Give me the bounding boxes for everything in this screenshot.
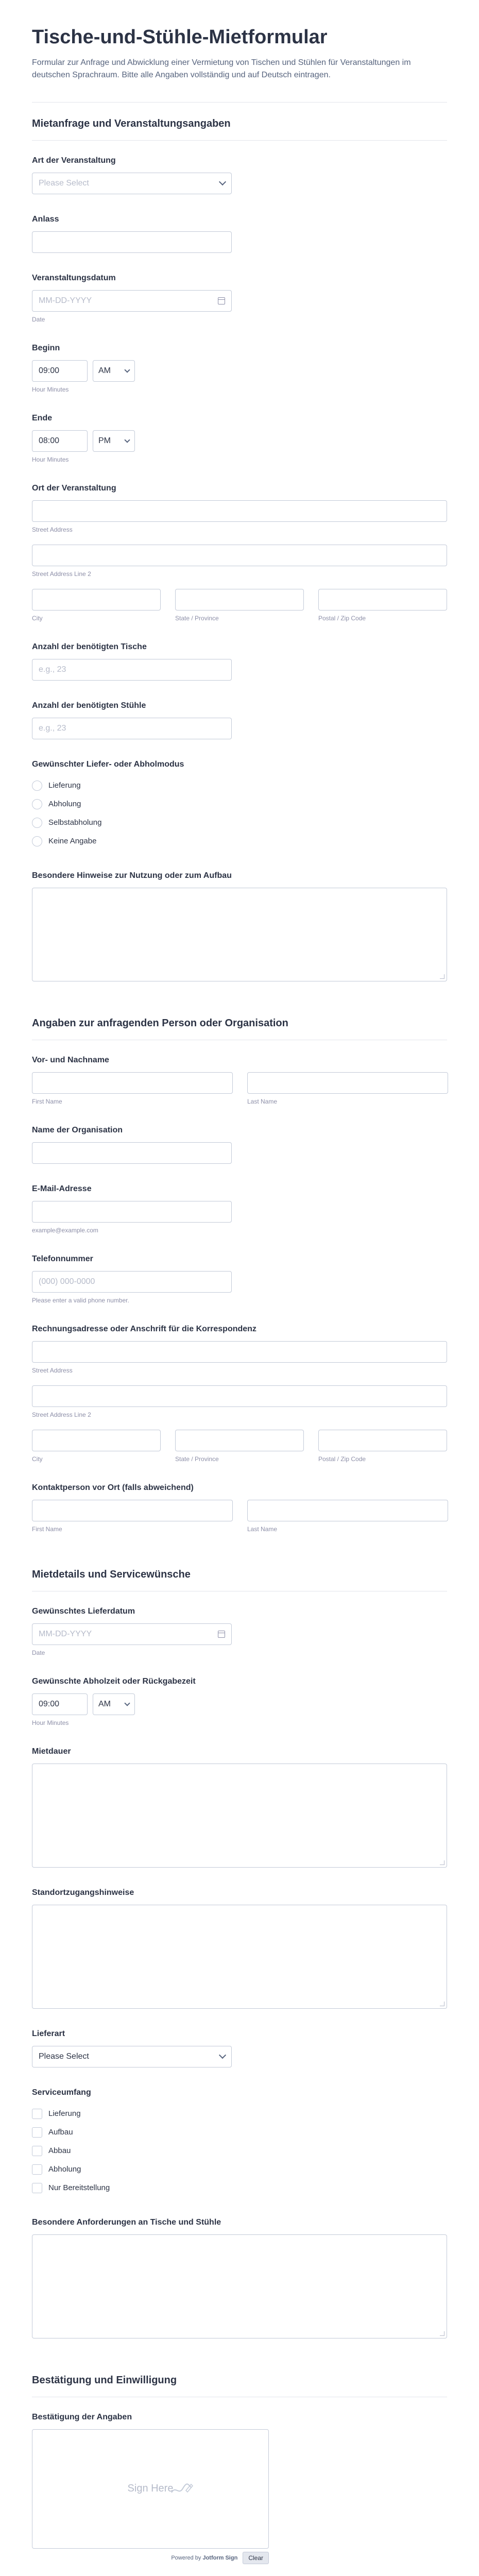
chevron-down-icon: [124, 437, 130, 443]
field-label: Lieferart: [32, 2029, 65, 2038]
field-label: Gewünschte Abholzeit oder Rückgabezeit: [32, 1676, 196, 1686]
select-value: Please Select: [39, 2052, 89, 2061]
sublabel: Please enter a valid phone number.: [32, 1296, 129, 1304]
option-label: Abholung: [48, 800, 81, 809]
field-label: Name der Organisation: [32, 1125, 123, 1134]
field-label: Beginn: [32, 343, 60, 352]
option-label: Aufbau: [48, 2128, 73, 2137]
checkbox-option[interactable]: [32, 2160, 447, 2179]
sublabel: Postal / Zip Code: [318, 1455, 366, 1463]
delivery-type-select[interactable]: [32, 2046, 232, 2067]
section-event: [32, 103, 447, 981]
rental-duration-textarea[interactable]: [32, 1764, 447, 1868]
field-start-time: [32, 344, 447, 393]
pen-icon: [170, 2480, 193, 2496]
field-label: Standortzugangshinweise: [32, 1888, 134, 1897]
sublabel: First Name: [32, 1525, 62, 1533]
billing-state-input[interactable]: [175, 1430, 304, 1451]
special-requirements-textarea[interactable]: [32, 2234, 447, 2338]
end-ampm-select[interactable]: [93, 430, 135, 452]
signature-footer: [32, 2552, 269, 2564]
input-placeholder: e.g., 23: [39, 723, 66, 733]
billing-zip-input[interactable]: [318, 1430, 447, 1451]
field-delivery-type: [32, 2029, 447, 2067]
field-organization: [32, 1126, 447, 1164]
option-label: Lieferung: [48, 2109, 81, 2119]
option-label: Keine Angabe: [48, 837, 97, 846]
checkbox[interactable]: [32, 2183, 42, 2193]
sublabel: Hour Minutes: [32, 385, 69, 393]
sublabel: Date: [32, 1649, 45, 1656]
field-special-requirements: [32, 2218, 447, 2338]
location-street-input[interactable]: [32, 500, 447, 522]
field-label: Anzahl der benötigten Stühle: [32, 701, 146, 710]
sublabel: example@example.com: [32, 1226, 98, 1234]
pickup-time-input[interactable]: 09:00: [32, 1693, 88, 1715]
radio-button[interactable]: [32, 818, 42, 828]
checkbox[interactable]: [32, 2164, 42, 2175]
option-label: Nur Bereitstellung: [48, 2183, 110, 2193]
field-label: Gewünschter Liefer- oder Abholmodus: [32, 759, 184, 769]
section-title: Mietdetails und Servicewünsche: [32, 1569, 447, 1591]
section-title: Bestätigung und Einwilligung: [32, 2375, 447, 2397]
clear-signature-button[interactable]: Clear: [243, 2552, 269, 2564]
field-pickup-time: [32, 1677, 447, 1726]
chevron-down-icon: [124, 367, 130, 372]
sublabel: Last Name: [247, 1097, 278, 1105]
chairs-input[interactable]: [32, 718, 232, 739]
input-placeholder: (000) 000-0000: [39, 1277, 95, 1286]
section-confirm: [32, 2359, 447, 2576]
field-occasion: [32, 215, 447, 253]
sign-here-text: Sign Here: [127, 2483, 174, 2495]
field-label: Gewünschtes Lieferdatum: [32, 1606, 135, 1616]
section-service: [32, 1553, 447, 2338]
radio-option[interactable]: [32, 795, 447, 814]
sublabel: Hour Minutes: [32, 455, 69, 463]
sublabel: Street Address: [32, 1366, 73, 1374]
sublabel: Postal / Zip Code: [318, 614, 366, 622]
field-label: Art der Veranstaltung: [32, 156, 116, 165]
last-name-input[interactable]: [247, 1072, 448, 1094]
form-description: Formular zur Anfrage und Abwicklung einer Vermietung von Tischen und Stühlen für Veranstaltungen im deutschen Sprachraum. Bitte alle Angaben vollständig und auf Deutsch eintragen.: [32, 58, 411, 79]
field-label: Anlass: [32, 214, 59, 224]
sublabel: Last Name: [247, 1525, 278, 1533]
start-time-input[interactable]: 09:00: [32, 360, 88, 382]
tables-input[interactable]: [32, 659, 232, 681]
contact-last-name-input[interactable]: [247, 1500, 448, 1521]
phone-input[interactable]: [32, 1271, 232, 1293]
field-rental-duration: [32, 1747, 447, 1868]
billing-street2-input[interactable]: [32, 1385, 447, 1407]
chevron-down-icon: [124, 1700, 130, 1706]
usage-notes-textarea[interactable]: [32, 888, 447, 981]
sublabel: State / Province: [175, 1455, 219, 1463]
field-event-type: [32, 156, 447, 194]
date-placeholder: MM-DD-YYYY: [39, 1629, 92, 1638]
checkbox-option[interactable]: [32, 2142, 447, 2160]
location-zip-input[interactable]: [318, 589, 447, 611]
radio-option[interactable]: [32, 832, 447, 851]
organization-input[interactable]: [32, 1142, 232, 1164]
field-event-date: [32, 274, 447, 323]
field-full-name: [32, 1056, 447, 1105]
first-name-input[interactable]: [32, 1072, 233, 1094]
field-phone: [32, 1255, 447, 1304]
field-label: Rechnungsadresse oder Anschrift für die Korrespondenz: [32, 1324, 256, 1333]
sublabel: Hour Minutes: [32, 1719, 69, 1726]
field-label: Anzahl der benötigten Tische: [32, 642, 147, 651]
ampm-value: AM: [98, 1699, 111, 1708]
location-city-input[interactable]: [32, 589, 161, 611]
field-usage-notes: [32, 871, 447, 981]
section-title: Mietanfrage und Veranstaltungsangaben: [32, 118, 447, 141]
checkbox[interactable]: [32, 2109, 42, 2119]
radio-option[interactable]: [32, 814, 447, 832]
field-label: Besondere Anforderungen an Tische und Stühle: [32, 2217, 221, 2227]
signature-pad[interactable]: [32, 2429, 269, 2549]
location-state-input[interactable]: [175, 589, 304, 611]
start-ampm-select[interactable]: [93, 360, 135, 382]
field-label: E-Mail-Adresse: [32, 1184, 92, 1193]
field-site-access: [32, 1888, 447, 2009]
sublabel: Street Address Line 2: [32, 570, 91, 578]
sublabel: City: [32, 614, 43, 622]
field-service-scope: [32, 2088, 447, 2197]
occasion-input[interactable]: [32, 231, 232, 253]
contact-first-name-input[interactable]: [32, 1500, 233, 1521]
field-tables: [32, 642, 447, 681]
field-label: Bestätigung der Angaben: [32, 2412, 132, 2421]
date-placeholder: MM-DD-YYYY: [39, 296, 92, 305]
location-street2-input[interactable]: [32, 545, 447, 566]
event-type-select[interactable]: [32, 173, 232, 194]
field-event-location: [32, 484, 447, 622]
site-access-textarea[interactable]: [32, 1905, 447, 2009]
field-chairs: [32, 701, 447, 739]
ampm-value: PM: [98, 436, 111, 445]
billing-city-input[interactable]: [32, 1430, 161, 1451]
field-label: Veranstaltungsdatum: [32, 273, 116, 282]
radio-button[interactable]: [32, 799, 42, 809]
field-delivery-mode: [32, 760, 447, 851]
field-label: Serviceumfang: [32, 2088, 91, 2097]
checkbox[interactable]: [32, 2146, 42, 2156]
field-end-time: [32, 414, 447, 463]
billing-street-input[interactable]: [32, 1341, 447, 1363]
option-label: Abbau: [48, 2146, 71, 2156]
calendar-icon[interactable]: [218, 297, 225, 304]
checkbox-option[interactable]: [32, 2179, 447, 2197]
select-value: Please Select: [39, 178, 89, 188]
input-placeholder: e.g., 23: [39, 665, 66, 674]
pickup-ampm-select[interactable]: [93, 1693, 135, 1715]
section-title: Angaben zur anfragenden Person oder Organisation: [32, 1018, 447, 1040]
field-delivery-date: [32, 1607, 447, 1656]
field-signature: [32, 2413, 447, 2564]
ampm-value: AM: [98, 366, 111, 375]
sublabel: First Name: [32, 1097, 62, 1105]
form-title: Tische-und-Stühle-Mietformular: [32, 26, 328, 48]
end-time-input[interactable]: 08:00: [32, 430, 88, 452]
event-date-input[interactable]: [32, 290, 232, 312]
radio-button[interactable]: [32, 781, 42, 791]
sublabel: Date: [32, 315, 45, 323]
field-label: Ort der Veranstaltung: [32, 483, 116, 493]
delivery-date-input[interactable]: [32, 1623, 232, 1645]
field-email: [32, 1184, 447, 1234]
calendar-icon[interactable]: [218, 1631, 225, 1638]
email-field[interactable]: [32, 1201, 232, 1223]
option-label: Abholung: [48, 2165, 81, 2174]
powered-by-text: Powered by Jotform Sign: [171, 2554, 238, 2561]
field-label: Kontaktperson vor Ort (falls abweichend): [32, 1483, 194, 1492]
field-billing-address: [32, 1325, 447, 1463]
sublabel: City: [32, 1455, 43, 1463]
option-label: Selbstabholung: [48, 818, 102, 827]
section-person: [32, 1002, 447, 1533]
sublabel: Street Address Line 2: [32, 1411, 91, 1418]
field-label: Telefonnummer: [32, 1254, 93, 1263]
field-label: Besondere Hinweise zur Nutzung oder zum Aufbau: [32, 871, 232, 880]
sublabel: Street Address: [32, 526, 73, 533]
checkbox-option[interactable]: [32, 2123, 447, 2142]
field-label: Ende: [32, 413, 53, 422]
chevron-down-icon: [219, 2052, 226, 2059]
field-label: Vor- und Nachname: [32, 1055, 109, 1064]
field-onsite-contact: [32, 1483, 447, 1533]
form-header: [32, 0, 447, 103]
checkbox[interactable]: [32, 2127, 42, 2138]
chevron-down-icon: [219, 178, 226, 185]
radio-button[interactable]: [32, 836, 42, 846]
radio-option[interactable]: [32, 776, 447, 795]
checkbox-option[interactable]: [32, 2105, 447, 2123]
field-label: Mietdauer: [32, 1747, 71, 1756]
sublabel: State / Province: [175, 614, 219, 622]
option-label: Lieferung: [48, 781, 81, 790]
